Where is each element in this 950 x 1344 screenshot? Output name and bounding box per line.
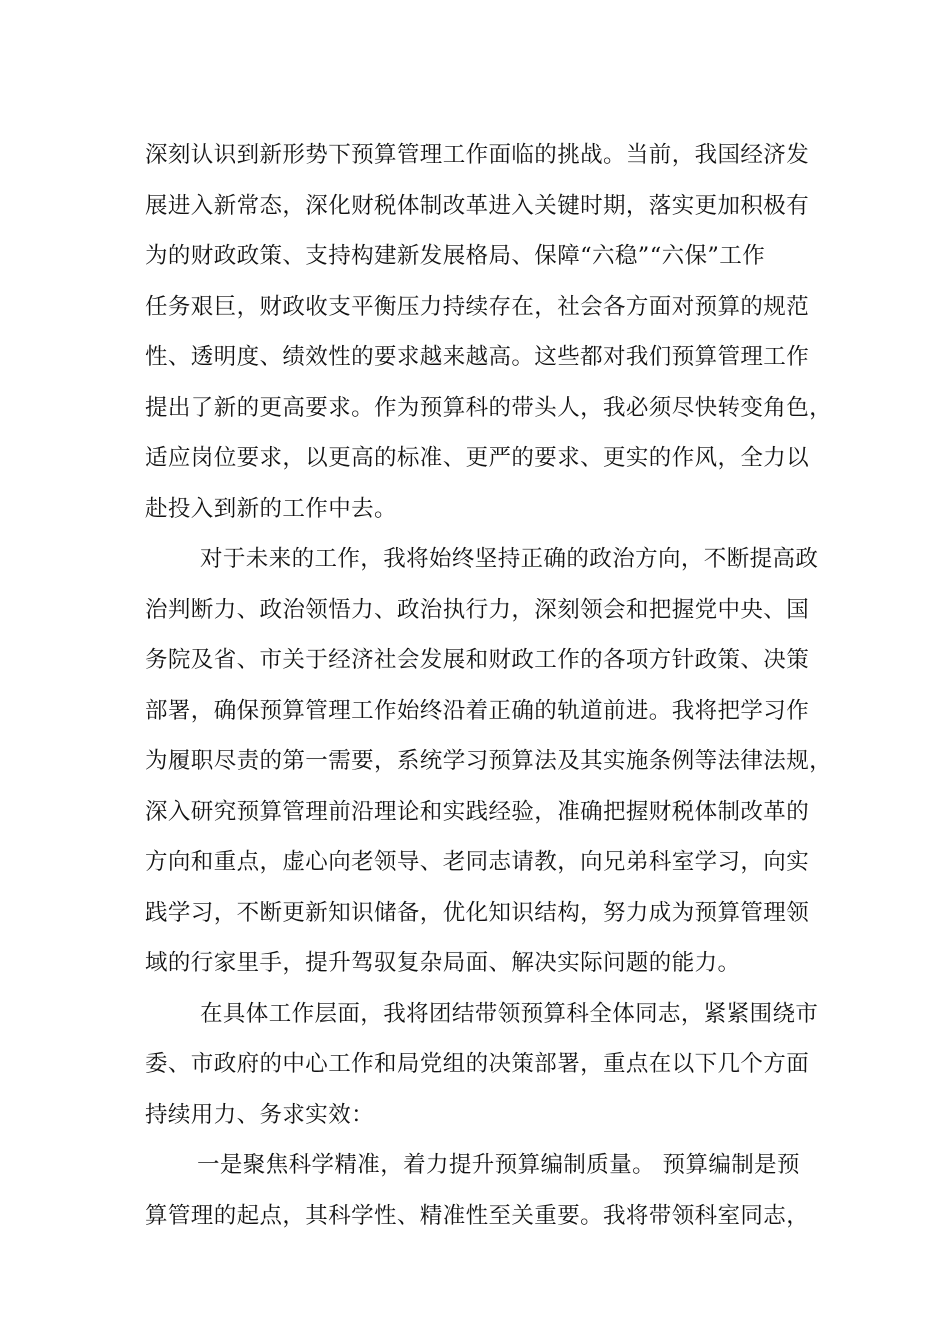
text-line: 适应岗位要求，以更高的标准、更严的要求、更实的作风，全力以 [145, 445, 810, 471]
text-line: 深入研究预算管理前沿理论和实践经验，准确把握财税体制改革的 [145, 798, 810, 825]
document-body [145, 130, 833, 1241]
text-line: 委、市政府的中心工作和局党组的决策部署，重点在以下几个方面 [145, 1051, 810, 1077]
text-line: 持续用力、务求实效： [145, 1101, 375, 1128]
text-line: 为履职尽责的第一需要，系统学习预算法及其实施条例等法律法规， [145, 748, 833, 774]
paragraph-first-line: 在具体工作层面，我将团结带领预算科全体同志，紧紧围绕市 [200, 1000, 819, 1027]
text-line: 域的行家里手，提升驾驭复杂局面、解决实际问题的能力。 [145, 950, 741, 976]
text-line: 部署，确保预算管理工作始终沿着正确的轨道前进。我将把学习作 [145, 697, 810, 724]
text-line: 展进入新常态，深化财税体制改革进入关键时期，落实更加积极有 [145, 192, 810, 219]
text-line: 践学习，不断更新知识储备，优化知识结构，努力成为预算管理领 [145, 899, 810, 926]
text-line: 任务艰巨，财政收支平衡压力持续存在，社会各方面对预算的规范 [145, 293, 810, 320]
text-line: 治判断力、政治领悟力、政治执行力，深刻领会和把握党中央、国 [145, 596, 810, 623]
text-line: 性、透明度、绩效性的要求越来越高。这些都对我们预算管理工作 [145, 344, 810, 370]
paragraph-first-line: 对于未来的工作，我将始终坚持正确的政治方向，不断提高政 [200, 546, 819, 572]
text-line: 提出了新的更高要求。作为预算科的带头人，我必须尽快转变角色， [145, 394, 833, 421]
text-line: 深刻认识到新形势下预算管理工作面临的挑战。当前，我国经济发 [145, 142, 810, 168]
text-line: 赴投入到新的工作中去。 [145, 495, 397, 522]
text-line: 务院及省、市关于经济社会发展和财政工作的各项方针政策、决策 [145, 647, 810, 673]
text-line: 算管理的起点，其科学性、精准性至关重要。我将带领科室同志， [145, 1202, 810, 1229]
text-line: 为的财政政策、支持构建新发展格局、保障“六稳”“六保”工作 [145, 243, 766, 269]
text-line: 方向和重点，虚心向老领导、老同志请教，向兄弟科室学习，向实 [145, 849, 810, 875]
paragraph-first-line: 一是聚焦科学精准，着力提升预算编制质量。 预算编制是预 [197, 1152, 800, 1178]
